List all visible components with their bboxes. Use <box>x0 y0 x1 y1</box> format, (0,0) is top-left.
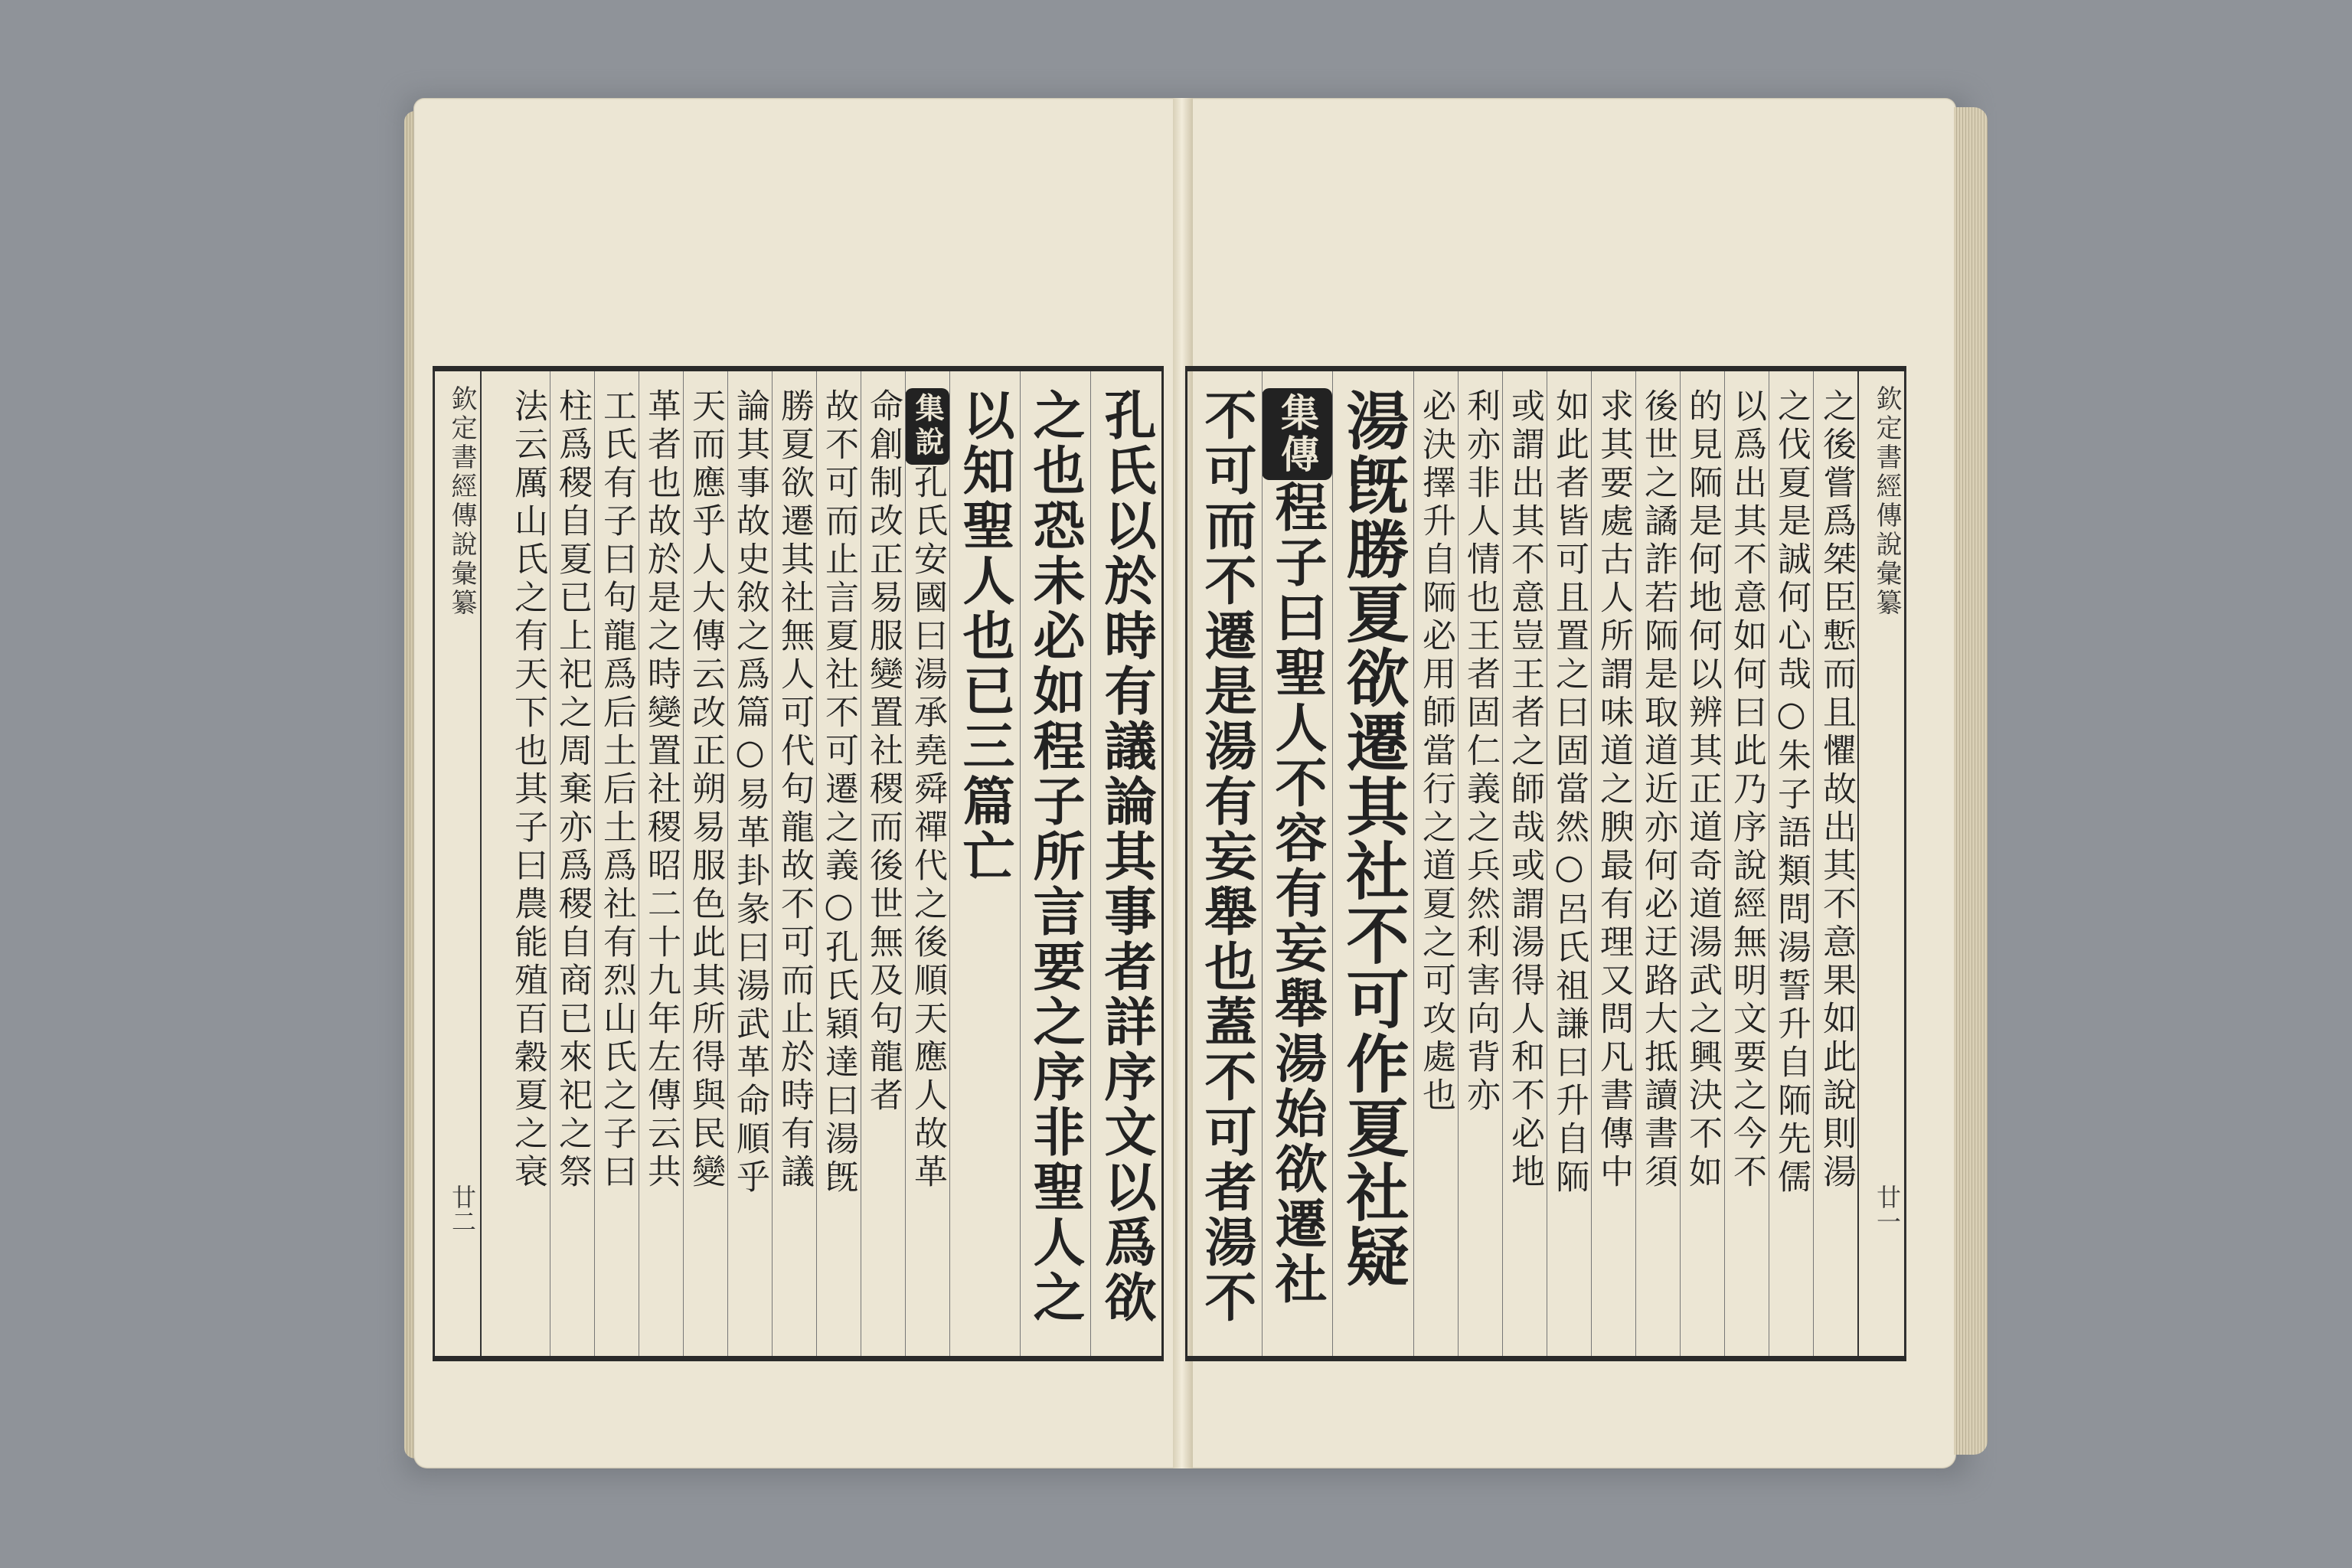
column-text: 工氏有子曰句龍爲后土后土爲社有烈山氏之子曰 <box>597 388 636 1192</box>
right-page-column-9 <box>1459 371 1503 1356</box>
right-center-strip <box>1857 371 1906 1356</box>
right-page-column-1 <box>1814 371 1858 1356</box>
annotation-tag: 集傳 <box>1263 388 1332 480</box>
right-margin-title: 欽定書經傳說彙纂 <box>1871 385 1902 618</box>
column-text: 孔氏安國曰湯承堯舜禪代之後順天應人故革 <box>908 465 947 1192</box>
column-text: 以知聖人也已三篇亡 <box>954 388 1015 884</box>
column-text: 革者也故於是之時變置社稷昭二十九年左傳云共 <box>642 388 681 1192</box>
right-folio: 廿一 <box>1873 1184 1902 1233</box>
right-page-column-8 <box>1503 371 1547 1356</box>
column-text: 利亦非人情也王者固仁義之兵然利害向背亦 <box>1461 388 1500 1116</box>
left-page-column-12 <box>550 371 595 1356</box>
left-print-frame <box>433 366 1164 1361</box>
column-text: 湯旣勝夏欲遷其社不可作夏社疑 <box>1336 388 1410 1289</box>
column-text: 如此者皆可且置之曰固當然○呂氏祖謙曰升自陑 <box>1550 388 1589 1197</box>
left-page-column-13 <box>506 371 550 1356</box>
right-page-edge <box>1954 107 1988 1455</box>
left-page-column-11 <box>595 371 639 1356</box>
left-page-column-3 <box>950 371 1021 1356</box>
left-page-column-1 <box>1091 371 1161 1356</box>
right-page-column-6 <box>1592 371 1636 1356</box>
column-text: 之伐夏是誠何心哉○朱子語類問湯誓升自陑先儒 <box>1772 388 1811 1197</box>
left-page-column-9 <box>684 371 728 1356</box>
right-page-column-4 <box>1681 371 1725 1356</box>
column-text: 以爲出其不意如何曰此乃序說經無明文要之今不 <box>1727 388 1766 1192</box>
left-center-strip <box>433 371 482 1356</box>
left-margin-title: 欽定書經傳說彙纂 <box>446 385 477 618</box>
right-page-column-2 <box>1769 371 1814 1356</box>
column-text: 之也恐未必如程子所言要之序非聖人之 <box>1024 388 1086 1325</box>
right-page-column-3 <box>1725 371 1769 1356</box>
column-text: 勝夏欲遷其社無人可代句龍故不可而止於時有議 <box>775 388 814 1192</box>
right-page-column-12 <box>1263 371 1333 1356</box>
column-text: 的見陑是何地何以辨其正道奇道湯武之興決不如 <box>1683 388 1722 1192</box>
left-folio: 廿二 <box>448 1184 477 1233</box>
column-text: 孔氏以於時有議論其事者詳序文以爲欲 <box>1096 388 1157 1325</box>
right-print-frame <box>1185 366 1906 1361</box>
left-page-column-7 <box>773 371 817 1356</box>
right-page-column-5 <box>1636 371 1681 1356</box>
column-text: 天而應乎人大傳云改正朔易服色此其所得與民變 <box>686 388 725 1192</box>
right-page-column-7 <box>1547 371 1592 1356</box>
column-text: 論其事故史敘之爲篇○易革卦彖曰湯武革命順乎 <box>730 388 769 1197</box>
left-page-column-5 <box>861 371 906 1356</box>
column-text: 命創制改正易服變置社稷而後世無及句龍者 <box>864 388 903 1116</box>
column-text: 柱爲稷自夏已上祀之周棄亦爲稷自商已來祀之祭 <box>553 388 592 1192</box>
column-text: 之後嘗爲桀臣慙而且懼故出其不意果如此說則湯 <box>1817 388 1856 1192</box>
right-text-columns <box>1187 371 1858 1356</box>
column-text: 故不可而止言夏社不可遷之義○孔氏穎達曰湯旣 <box>819 388 858 1197</box>
left-page-column-10 <box>639 371 684 1356</box>
left-page-column-4 <box>906 371 950 1356</box>
left-text-columns <box>481 371 1161 1356</box>
right-page-column-13 <box>1192 371 1263 1356</box>
column-text: 必決擇升自陑必用師當行之道夏之可攻處也 <box>1416 388 1455 1116</box>
column-text: 後世之譎詐若陑是取道近亦何必迂路大抵讀書須 <box>1638 388 1677 1192</box>
left-page-column-2 <box>1021 371 1091 1356</box>
column-text: 不可而不遷是湯有妄舉也蓋不可者湯不 <box>1196 388 1257 1325</box>
column-text: 或謂出其不意豈王者之師哉或謂湯得人和不必地 <box>1505 388 1544 1192</box>
left-page-column-8 <box>728 371 773 1356</box>
annotation-tag: 集說 <box>906 388 949 465</box>
right-page-column-11 <box>1333 371 1414 1356</box>
column-text: 程子曰聖人不容有妄舉湯始欲遷社 <box>1266 480 1328 1307</box>
right-page-column-10 <box>1414 371 1459 1356</box>
column-text: 法云厲山氏之有天下也其子曰農能殖百穀夏之衰 <box>508 388 547 1192</box>
left-page-column-6 <box>817 371 861 1356</box>
column-text: 求其要處古人所謂味道之腴最有理又問凡書傳中 <box>1594 388 1633 1192</box>
